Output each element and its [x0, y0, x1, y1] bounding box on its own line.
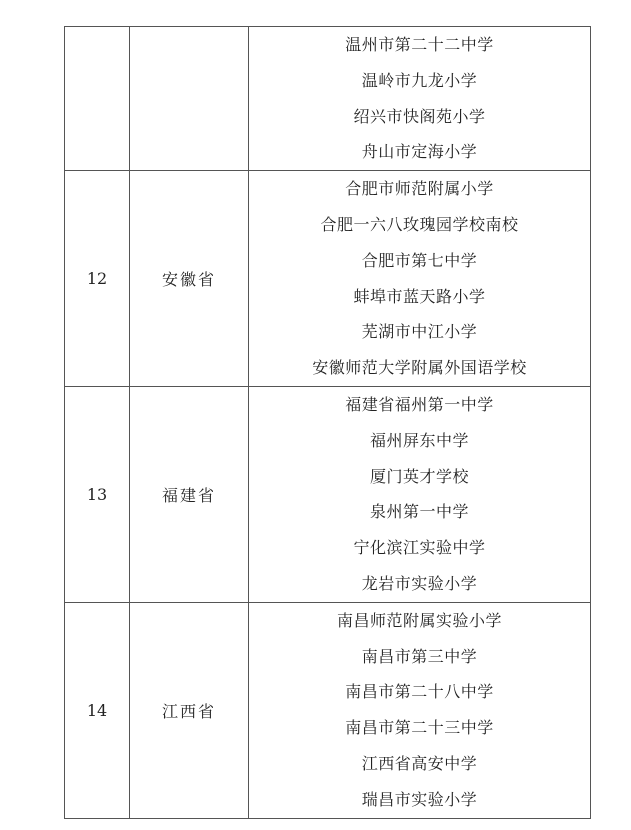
school-name: 江西省高安中学 [361, 753, 478, 773]
row-number: 12 [65, 171, 130, 387]
school-name: 福州屏东中学 [369, 430, 469, 450]
school-name: 绍兴市快阁苑小学 [353, 106, 486, 126]
school-name: 温州市第二十二中学 [345, 35, 494, 54]
school-name: 芜湖市中江小学 [361, 322, 478, 342]
school-name: 舟山市定海小学 [361, 142, 478, 162]
school-name: 福建省福州第一中学 [345, 394, 494, 414]
school-name: 瑞昌市实验小学 [361, 789, 478, 809]
school-name: 南昌市第三中学 [361, 646, 478, 666]
school-name: 合肥市第七中学 [361, 250, 478, 270]
school-name: 泉州第一中学 [369, 502, 469, 522]
school-name: 龙岩市实验小学 [361, 573, 478, 593]
school-name: 宁化滨江实验中学 [353, 538, 486, 558]
table-row-fujian [65, 386, 591, 602]
province-name [130, 27, 249, 171]
school-list [249, 386, 591, 602]
school-name: 安徽师范大学附属外国语学校 [312, 358, 527, 378]
row-number: 14 [65, 602, 130, 818]
school-name: 合肥一六八玫瑰园学校南校 [320, 214, 519, 234]
school-name: 厦门英才学校 [369, 466, 469, 486]
school-list [249, 171, 591, 387]
school-name: 南昌市第二十八中学 [345, 682, 494, 702]
row-number [65, 27, 130, 171]
table-row-anhui [65, 171, 591, 387]
province-name: 福建省 [130, 386, 249, 602]
school-list [249, 602, 591, 818]
province-name: 江西省 [130, 602, 249, 818]
school-table [64, 26, 591, 819]
table-row-jiangxi [65, 602, 591, 818]
province-name: 安徽省 [130, 171, 249, 387]
school-name: 南昌师范附属实验小学 [336, 610, 502, 630]
school-name: 合肥市师范附属小学 [345, 179, 494, 199]
school-name: 南昌市第二十三中学 [345, 718, 494, 738]
row-number: 13 [65, 386, 130, 602]
table-row-continued [65, 27, 591, 171]
school-list [249, 27, 591, 171]
school-name: 蚌埠市蓝天路小学 [353, 286, 486, 306]
school-name: 温岭市九龙小学 [361, 70, 478, 90]
